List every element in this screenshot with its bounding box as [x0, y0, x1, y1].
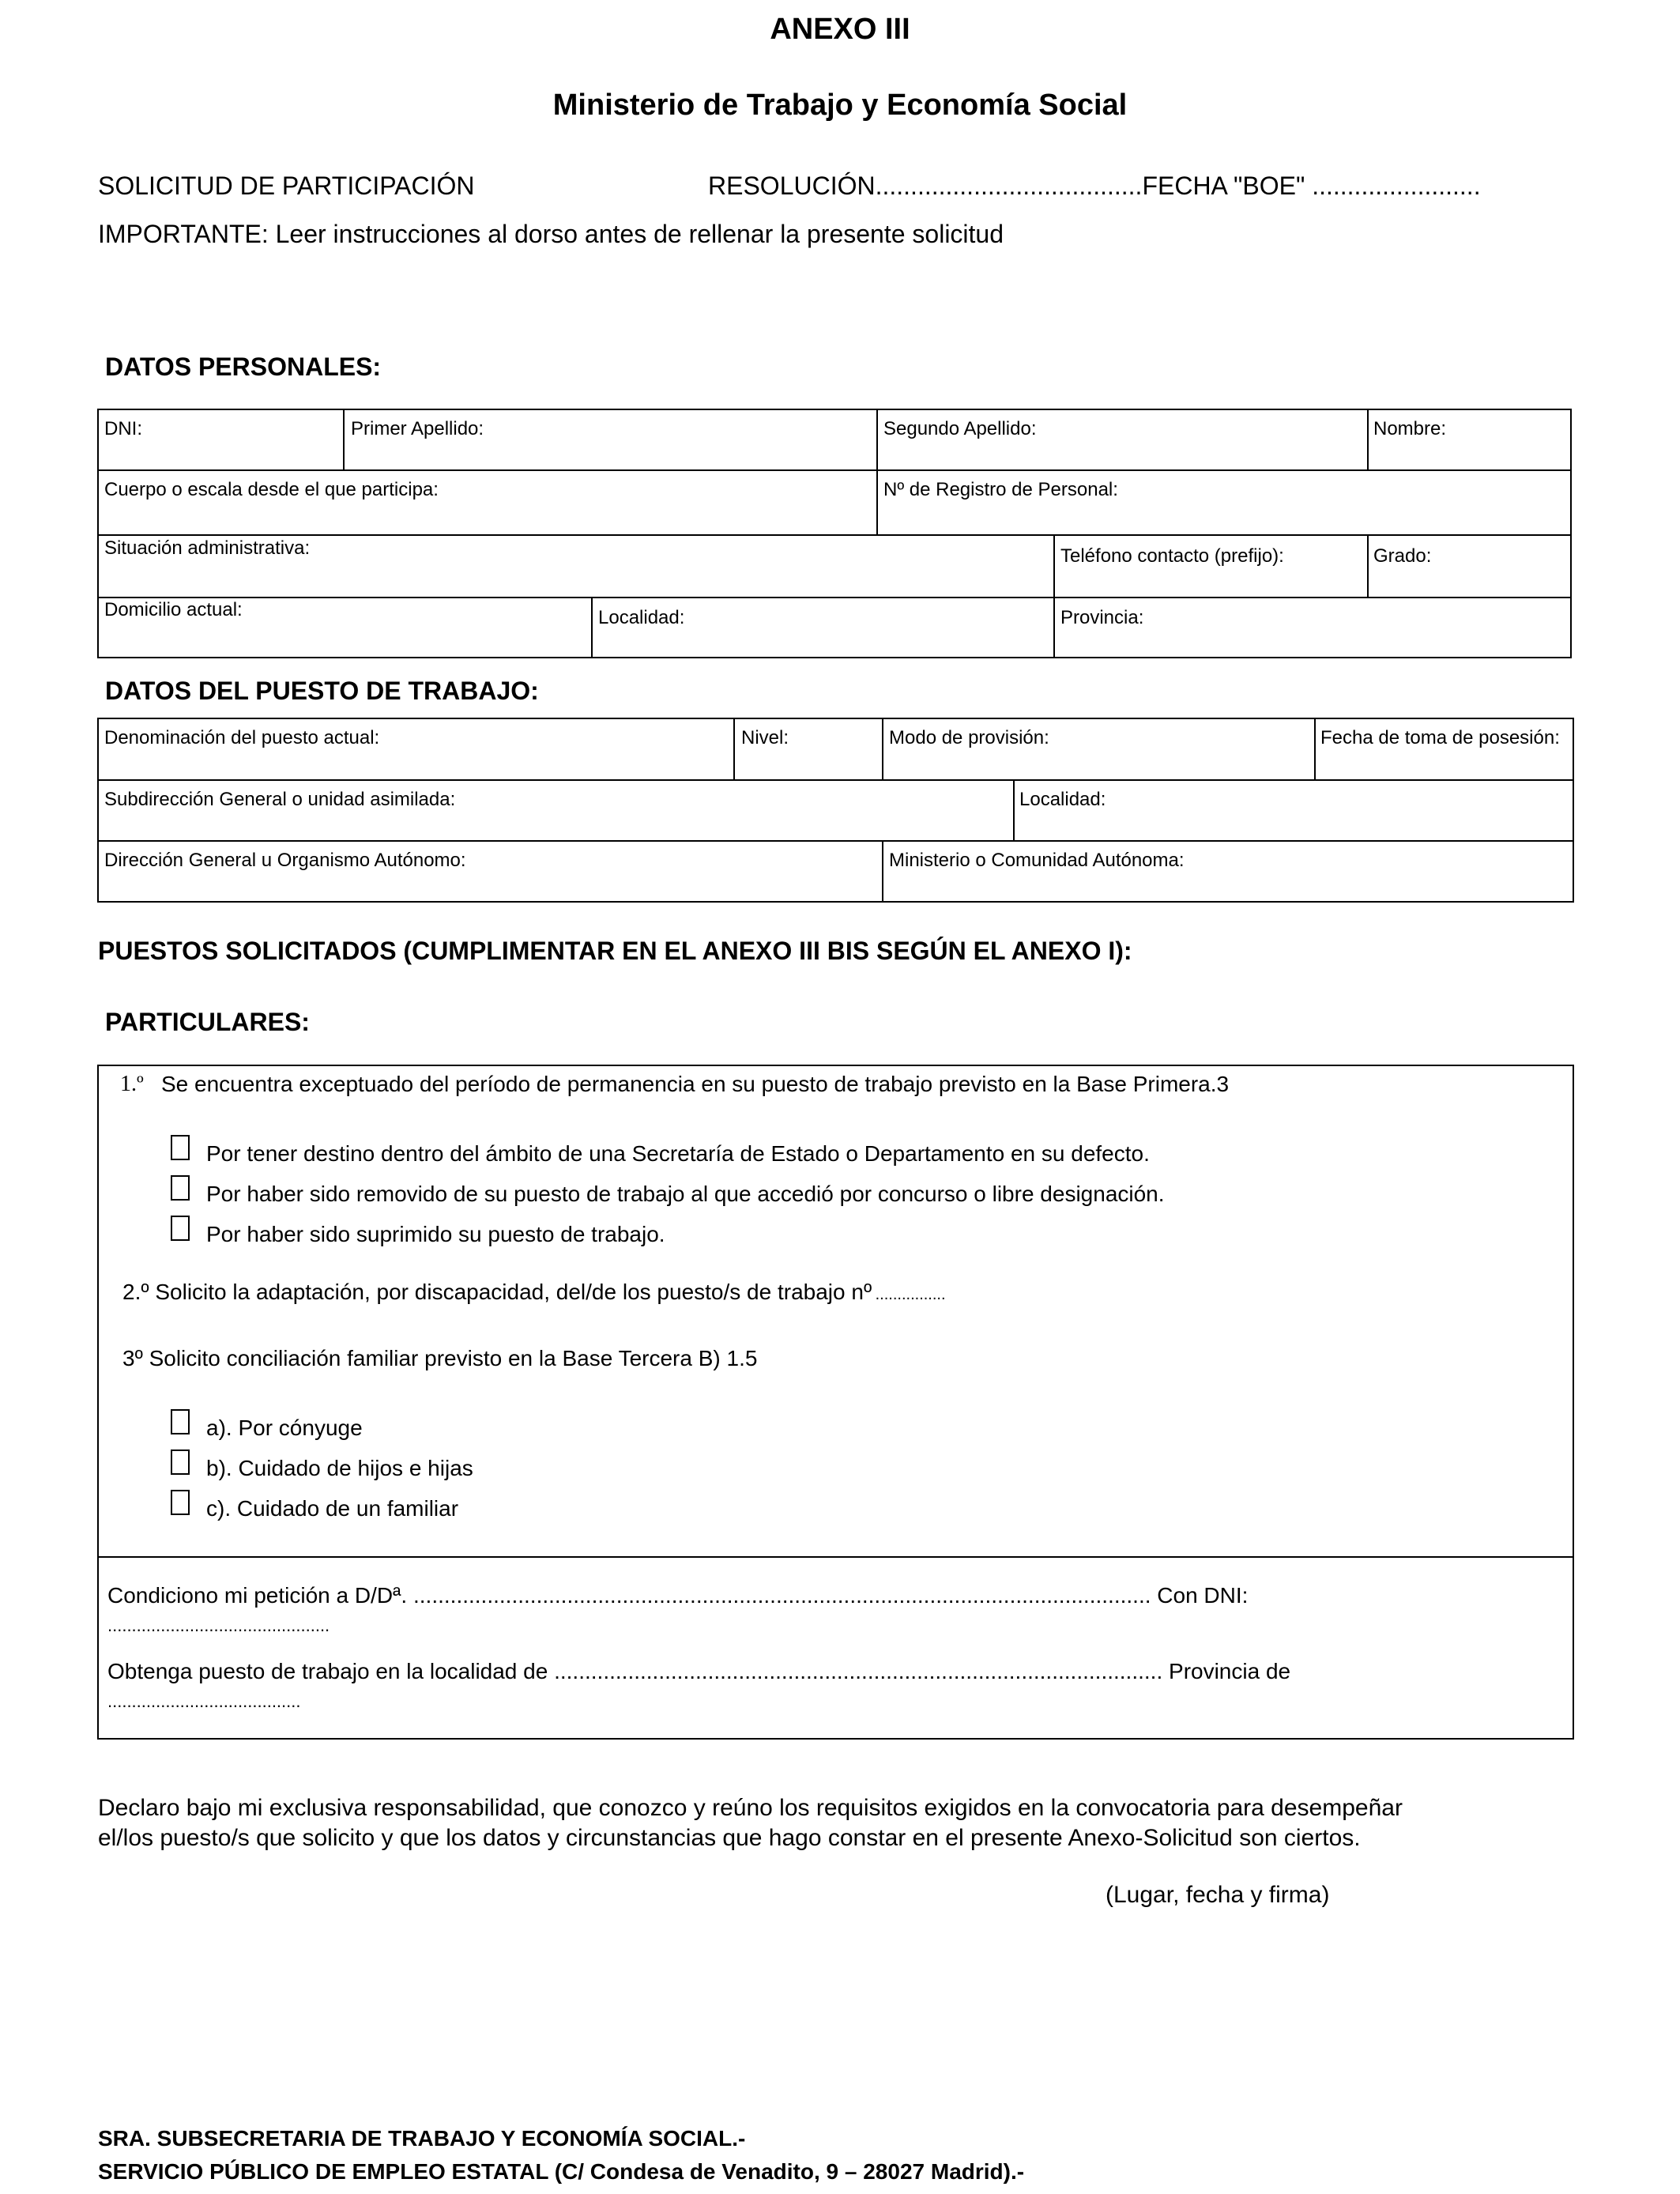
condition-dni-dots[interactable]: .............................................. [107, 1615, 330, 1635]
name-field[interactable]: Nombre: [1373, 418, 1447, 439]
option-spouse: a). Por cónyuge [206, 1416, 363, 1440]
condition-line[interactable]: Condiciono mi petición a D/Dª. ........................................................................................................................ Con DNI: [107, 1583, 1249, 1608]
address-field[interactable]: Domicilio actual: [104, 599, 243, 620]
declaration-line-1: Declaro bajo mi exclusiva responsabilidad, que conozco y reúno los requisitos exigidos en la convocatoria para desempeñar [98, 1795, 1403, 1821]
footer-recipient: SRA. SUBSECRETARIA DE TRABAJO Y ECONOMÍA SOCIAL.- [98, 2126, 746, 2151]
locality-field[interactable]: Localidad: [598, 607, 685, 628]
possession-date-field[interactable]: Fecha de toma de posesión: [1320, 727, 1560, 748]
checkbox-suppressed[interactable] [171, 1216, 190, 1241]
item2-dots[interactable]: ................ [875, 1286, 946, 1303]
requested-section-title: PUESTOS SOLICITADOS (CUMPLIMENTAR EN EL ANEXO III BIS SEGÚN EL ANEXO I): [98, 937, 1132, 965]
checkbox-secretariat[interactable] [171, 1135, 190, 1160]
option-suppressed: Por haber sido suprimido su puesto de trabajo. [206, 1222, 665, 1246]
footer-address: SERVICIO PÚBLICO DE EMPLEO ESTATAL (C/ Condesa de Venadito, 9 – 28027 Madrid).- [98, 2159, 1025, 2184]
registry-field[interactable]: Nº de Registro de Personal: [883, 479, 1118, 500]
option-removed: Por haber sido removido de su puesto de trabajo al que accedió por concurso o libre designación. [206, 1182, 1165, 1206]
personal-section-title: DATOS PERSONALES: [105, 352, 382, 381]
signature-label: (Lugar, fecha y firma) [1106, 1882, 1330, 1908]
dni-field[interactable]: DNI: [104, 418, 142, 439]
item3-text: 3º Solicito conciliación familiar previsto en la Base Tercera B) 1.5 [122, 1346, 758, 1370]
declaration-line-2: el/los puesto/s que solicito y que los datos y circunstancias que hago constar en el presente Anexo-Solicitud son ciertos. [98, 1825, 1361, 1851]
ministry-title: Ministerio de Trabajo y Economía Social [552, 89, 1128, 122]
job-section-title: DATOS DEL PUESTO DE TRABAJO: [105, 677, 539, 705]
province-field[interactable]: Provincia: [1060, 607, 1144, 628]
checkbox-spouse[interactable] [171, 1409, 190, 1434]
province-dots[interactable]: ........................................ [107, 1691, 301, 1711]
current-post-field[interactable]: Denominación del puesto actual: [104, 727, 380, 748]
checkbox-removed[interactable] [171, 1175, 190, 1201]
corps-field[interactable]: Cuerpo o escala desde el que participa: [104, 479, 439, 500]
ministry-region-field[interactable]: Ministerio o Comunidad Autónoma: [889, 850, 1185, 871]
important-note: IMPORTANTE: Leer instrucciones al dorso antes de rellenar la presente solicitud [98, 220, 1004, 248]
phone-field[interactable]: Teléfono contacto (prefijo): [1060, 545, 1284, 567]
grade-field[interactable]: Grado: [1373, 545, 1432, 567]
level-field[interactable]: Nivel: [741, 727, 789, 748]
first-surname-field[interactable]: Primer Apellido: [351, 418, 484, 439]
item1-text: Se encuentra exceptuado del período de permanencia en su puesto de trabajo previsto en la Base Primera.3 [161, 1072, 1230, 1096]
option-family-member: c). Cuidado de un familiar [206, 1496, 459, 1521]
request-label: SOLICITUD DE PARTICIPACIÓN [98, 172, 475, 200]
admin-status-field[interactable]: Situación administrativa: [104, 537, 311, 559]
subdirectorate-field[interactable]: Subdirección General o unidad asimilada: [104, 789, 456, 810]
job-locality-field[interactable]: Localidad: [1019, 789, 1106, 810]
option-children: b). Cuidado de hijos e hijas [206, 1456, 473, 1480]
option-secretariat: Por tener destino dentro del ámbito de una Secretaría de Estado o Departamento en su defecto. [206, 1141, 1150, 1166]
checkbox-children[interactable] [171, 1449, 190, 1475]
annex-title: ANEXO III [770, 13, 910, 46]
directorate-field[interactable]: Dirección General u Organismo Autónomo: [104, 850, 466, 871]
personal-data-table [97, 409, 1572, 658]
item1-number: 1.º [120, 1072, 144, 1096]
item2-text: 2.º Solicito la adaptación, por discapacidad, del/de los puesto/s de trabajo nº [122, 1280, 872, 1304]
provision-mode-field[interactable]: Modo de provisión: [889, 727, 1049, 748]
particulars-section-title: PARTICULARES: [105, 1008, 310, 1036]
second-surname-field[interactable]: Segundo Apellido: [883, 418, 1037, 439]
locality-line[interactable]: Obtenga puesto de trabajo en la localidad de ................................................................................................... Provincia de [107, 1659, 1291, 1683]
checkbox-family-member[interactable] [171, 1490, 190, 1515]
resolution-label: RESOLUCIÓN......................................FECHA "BOE" ........................ [708, 172, 1481, 200]
item2-line [122, 1280, 946, 1305]
